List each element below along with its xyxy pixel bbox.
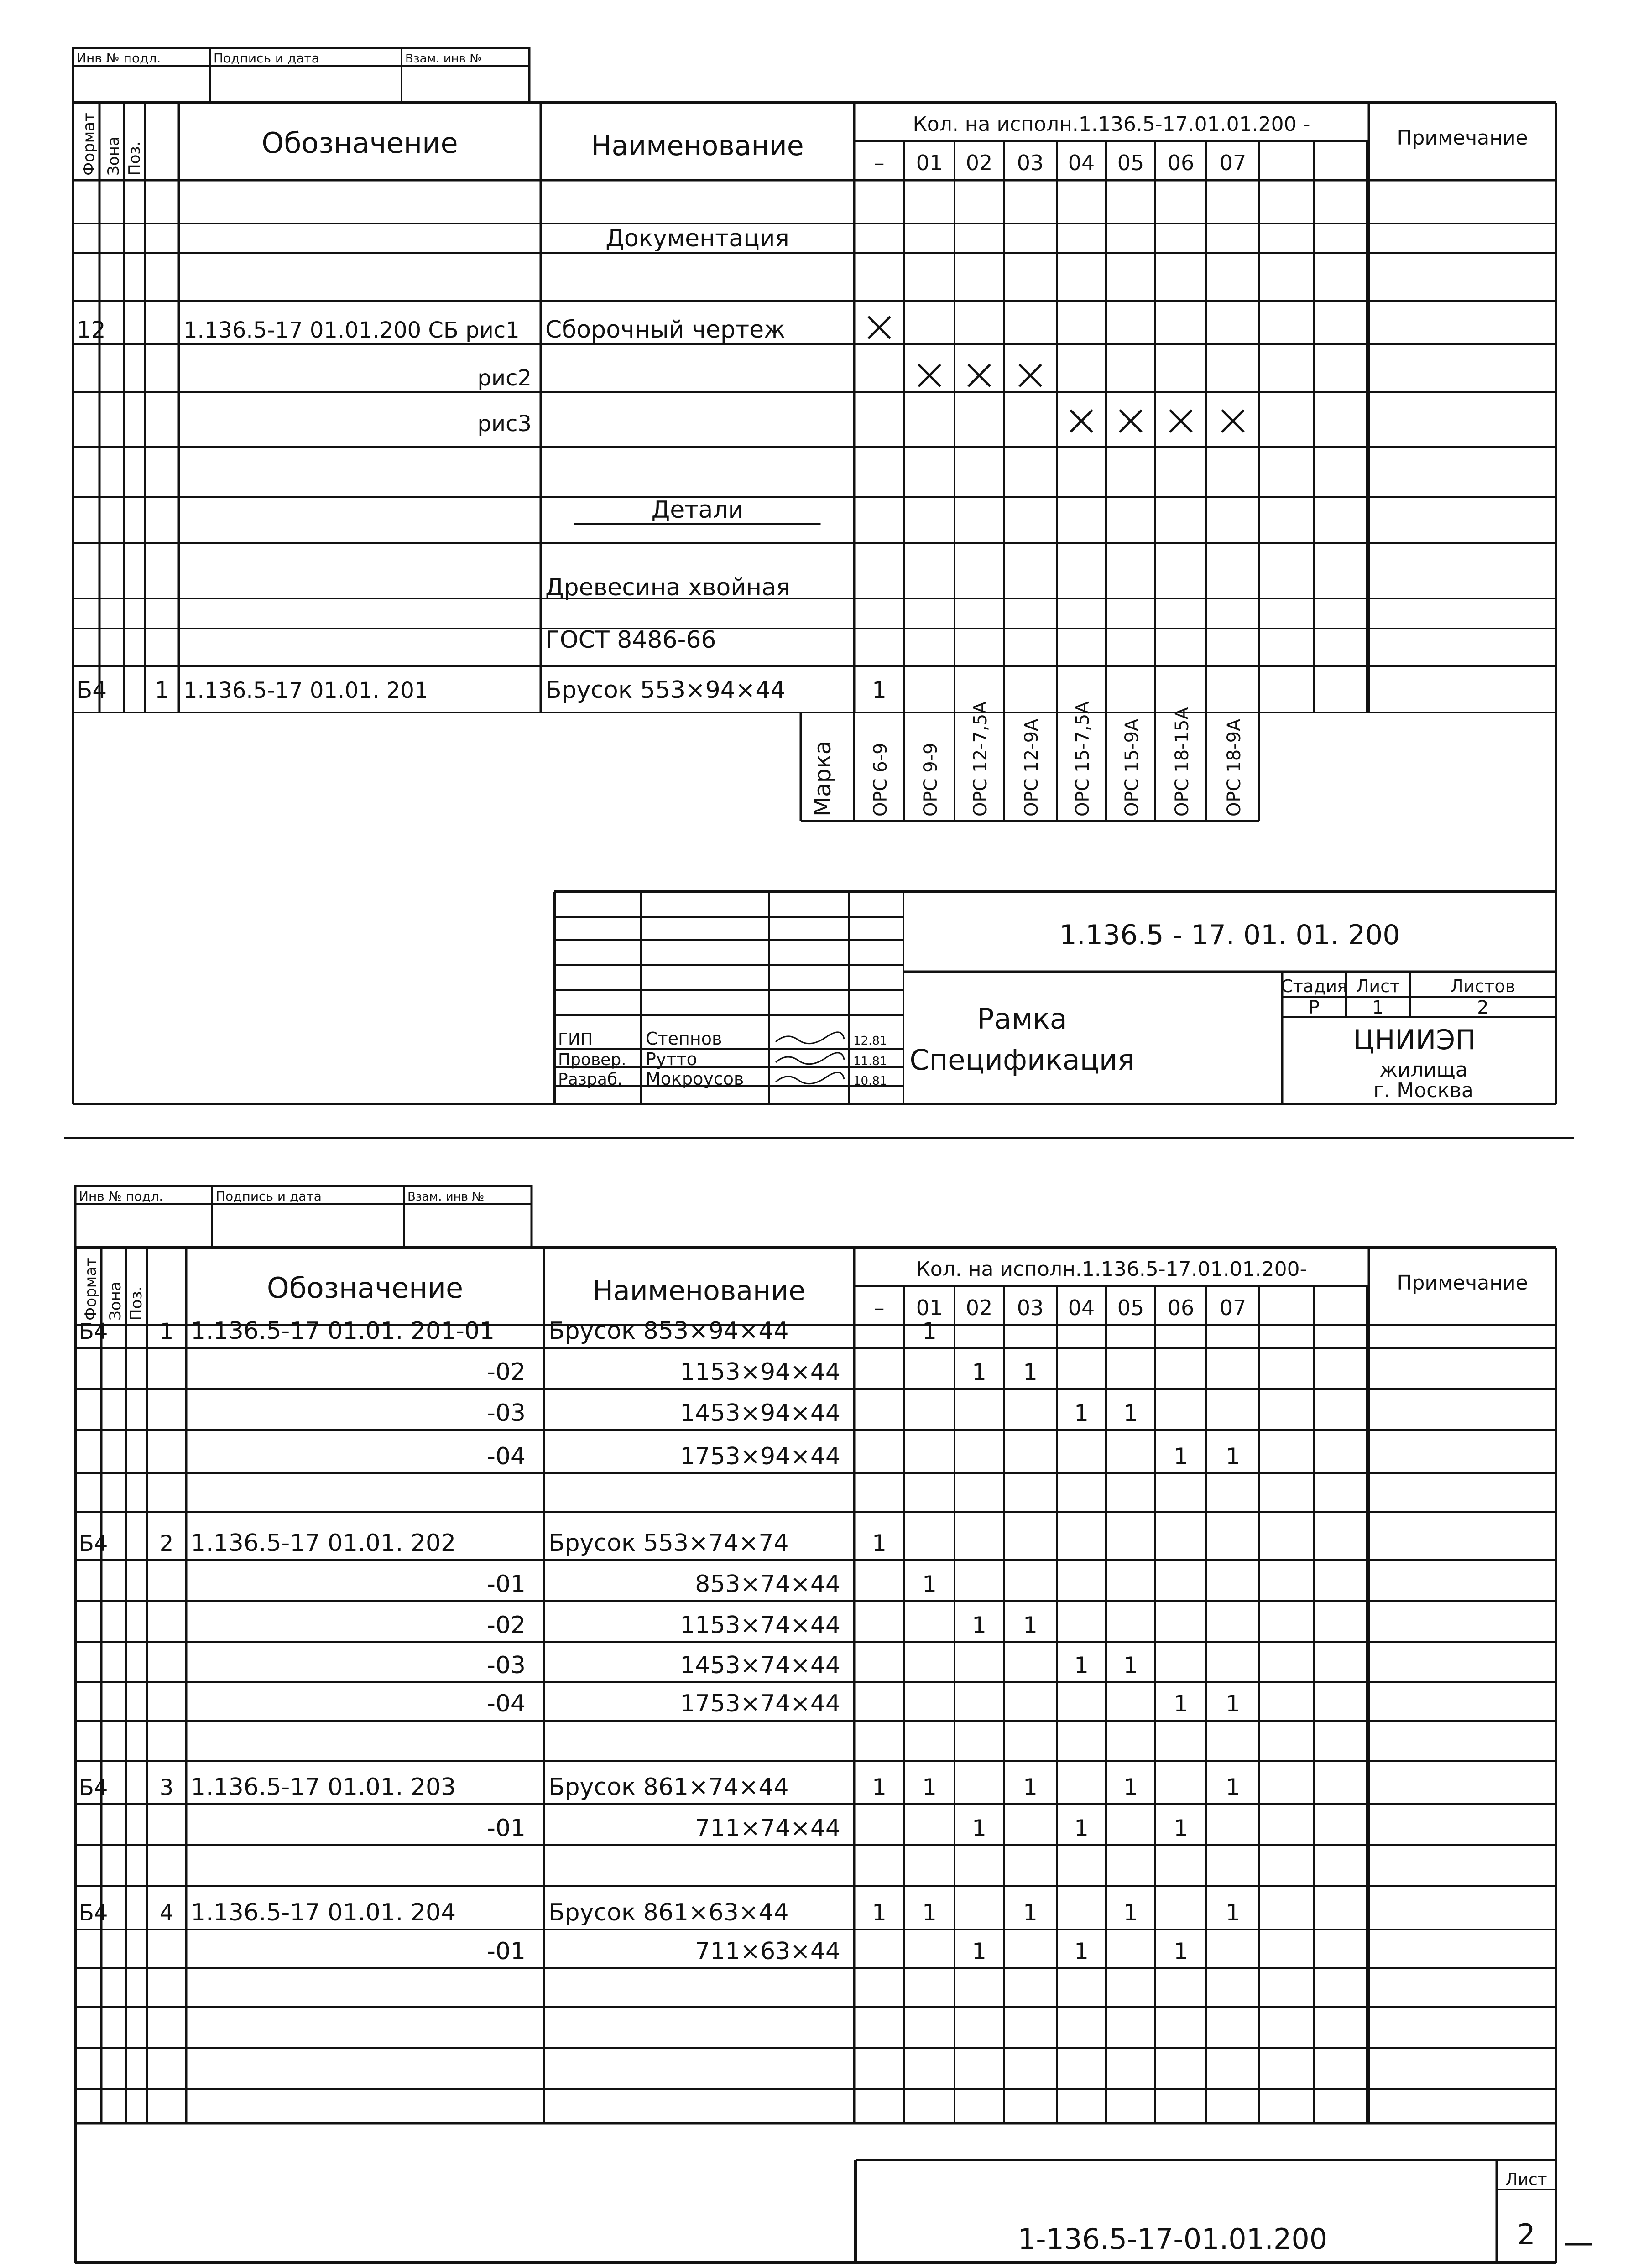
cross-mark (1070, 410, 1092, 432)
header-kol-ispoln: Кол. на исполн.1.136.5-17.01.01.200- (916, 1258, 1307, 1281)
qty-value: 1 (1123, 1400, 1138, 1426)
stamp-vzam-label: Взам. инв № (405, 52, 482, 66)
variant-header: 03 (1017, 1295, 1044, 1320)
header-primechanie: Примечание (1397, 1271, 1528, 1295)
header-naimenovanie: Наименование (592, 1275, 806, 1307)
header-oboznachenie: Обозначение (261, 126, 458, 160)
row-naimenovanie: 1453×74×44 (680, 1652, 840, 1679)
marka-value: ОРС 18-9А (1224, 718, 1245, 817)
qty-value: 1 (1023, 1774, 1038, 1800)
marka-value: ОРС 9-9 (920, 743, 941, 817)
variant-header: 05 (1117, 1295, 1144, 1320)
qty-value: 1 (1226, 1774, 1240, 1800)
cross-mark (1222, 410, 1244, 432)
qty-value: 1 (972, 1938, 986, 1965)
stamp-vzam-label: Взам. инв № (407, 1190, 485, 1204)
qty-value: 1 (1023, 1612, 1038, 1639)
variant-header: 06 (1167, 151, 1195, 175)
row-oboznachenie: -02 (487, 1358, 526, 1386)
qty-value: 1 (922, 1774, 937, 1800)
sheet-label: Лист (1356, 976, 1400, 996)
row-naimenovanie: 1753×94×44 (680, 1443, 840, 1470)
footer-document-code: 1-136.5-17-01.01.200 (1018, 2222, 1328, 2256)
qty-value: 1 (972, 1815, 986, 1841)
stage-label: Стадия (1281, 976, 1347, 996)
marka-value: ОРС 12-9А (1021, 718, 1042, 817)
row-naimenovanie: Сборочный чертеж (545, 316, 785, 343)
header-zone: Зона (106, 1281, 125, 1321)
row-format: 12 (77, 317, 106, 343)
row-pos: 2 (159, 1531, 174, 1556)
header-format: Формат (82, 1258, 100, 1321)
qty-value: 1 (1123, 1652, 1138, 1679)
marka-value: ОРС 15-9А (1122, 718, 1143, 817)
row-oboznachenie: -04 (487, 1690, 526, 1717)
qty-value: 1 (922, 1899, 937, 1926)
sheet-2 (75, 1186, 1592, 2263)
marka-value: ОРС 18-15А (1172, 707, 1193, 817)
sheet-value: 1 (1372, 997, 1384, 1018)
row-oboznachenie: -03 (487, 1399, 526, 1427)
row-oboznachenie: -04 (487, 1443, 526, 1470)
row-oboznachenie: рис2 (477, 365, 532, 391)
marka-value: ОРС 15-7,5А (1072, 701, 1093, 817)
row-naimenovanie: 1453×94×44 (680, 1399, 840, 1427)
signature (776, 1053, 844, 1064)
variant-header: 02 (965, 151, 993, 175)
variant-header: 01 (916, 151, 943, 175)
stamp-inv-label: Инв № подл. (79, 1189, 163, 1204)
row-naimenovanie: Брусок 861×74×44 (548, 1774, 789, 1801)
row-naimenovanie: Детали (651, 496, 744, 524)
document-code: 1.136.5 - 17. 01. 01. 200 (1059, 919, 1400, 951)
qty-value: 1 (1226, 1443, 1240, 1470)
role-date: 11.81 (853, 1055, 887, 1068)
qty-value: 1 (1174, 1815, 1188, 1841)
row-format: Б4 (77, 677, 107, 703)
stamp-inv-label: Инв № подл. (77, 51, 161, 66)
variant-header: 02 (965, 1295, 993, 1320)
row-naimenovanie: 1753×74×44 (680, 1690, 840, 1717)
row-oboznachenie: -01 (487, 1938, 526, 1965)
variant-header: 03 (1017, 151, 1044, 175)
stage-value: Р (1308, 997, 1320, 1018)
row-oboznachenie: -02 (487, 1612, 526, 1639)
row-naimenovanie: Брусок 853×94×44 (548, 1317, 789, 1345)
qty-value: 1 (1023, 1359, 1038, 1385)
sheets-label: Листов (1451, 976, 1515, 996)
qty-value: 1 (1074, 1938, 1089, 1965)
row-oboznachenie: 1.136.5-17 01.01. 204 (191, 1899, 456, 1926)
row-naimenovanie: Брусок 553×74×74 (548, 1529, 789, 1557)
qty-value: 1 (972, 1612, 986, 1639)
qty-value: 1 (1123, 1899, 1138, 1926)
qty-value: 1 (872, 1899, 887, 1926)
row-pos: 4 (159, 1900, 174, 1926)
signature (776, 1072, 844, 1084)
sheets-value: 2 (1477, 997, 1489, 1018)
variant-header: 07 (1219, 1295, 1247, 1320)
stamp-sign-label: Подпись и дата (214, 51, 319, 66)
marka-label: Марка (809, 740, 836, 817)
variant-header: 04 (1068, 151, 1095, 175)
row-oboznachenie: 1.136.5-17 01.01. 203 (191, 1774, 456, 1801)
row-naimenovanie: Брусок 861×63×44 (548, 1899, 789, 1926)
row-pos: 3 (159, 1775, 174, 1800)
row-naimenovanie: 711×74×44 (695, 1815, 840, 1842)
row-naimenovanie: Древесина хвойная (545, 574, 791, 601)
row-oboznachenie: рис3 (477, 411, 532, 437)
header-format: Формат (80, 113, 98, 176)
variant-header: 06 (1167, 1295, 1195, 1320)
qty-value: 1 (1226, 1899, 1240, 1926)
qty-value: 1 (1174, 1443, 1188, 1470)
row-naimenovanie: 711×63×44 (695, 1938, 840, 1965)
qty-value: 1 (922, 1571, 937, 1597)
row-oboznachenie: -03 (487, 1652, 526, 1679)
org-city: г. Москва (1373, 1079, 1474, 1102)
variant-header: 05 (1117, 151, 1144, 175)
role-date: 12.81 (853, 1034, 887, 1048)
row-format: Б4 (79, 1775, 108, 1800)
qty-value: 1 (872, 1774, 887, 1800)
signature (776, 1032, 844, 1044)
header-oboznachenie: Обозначение (266, 1271, 464, 1305)
role-label: Провер. (558, 1051, 626, 1069)
variant-header: 01 (916, 1295, 943, 1320)
role-label: ГИП (558, 1030, 593, 1049)
header-pos: Поз. (127, 1286, 146, 1321)
row-pos: 1 (159, 1319, 174, 1344)
qty-value: 1 (1023, 1899, 1038, 1926)
qty-value: 1 (872, 677, 887, 703)
variant-header: 04 (1068, 1295, 1095, 1320)
qty-value: 1 (1226, 1691, 1240, 1717)
qty-value: 1 (1123, 1774, 1138, 1800)
row-oboznachenie: 1.136.5-17 01.01. 201-01 (191, 1317, 495, 1345)
cross-mark (1019, 364, 1041, 386)
qty-value: 1 (1074, 1400, 1089, 1426)
row-naimenovanie: 1153×94×44 (680, 1358, 840, 1386)
qty-value: 1 (1174, 1691, 1188, 1717)
cross-mark (968, 364, 990, 386)
header-primechanie: Примечание (1397, 126, 1528, 150)
org-subtitle: жилища (1379, 1058, 1468, 1082)
header-naimenovanie: Наименование (591, 130, 804, 162)
role-date: 10.81 (853, 1074, 887, 1088)
variant-header: – (874, 151, 885, 175)
cross-mark (868, 317, 890, 338)
role-name: Мокроусов (646, 1069, 744, 1089)
row-oboznachenie: -01 (487, 1815, 526, 1842)
qty-value: 1 (922, 1318, 937, 1344)
role-name: Степнов (646, 1029, 722, 1049)
qty-value: 1 (1074, 1652, 1089, 1679)
row-naimenovanie: Документация (605, 225, 789, 252)
row-naimenovanie: ГОСТ 8486-66 (545, 626, 716, 654)
title-line-1: Рамка (977, 1002, 1067, 1035)
marka-value: ОРС 12-7,5А (970, 701, 991, 817)
variant-header: 07 (1219, 151, 1247, 175)
stamp-sign-label: Подпись и дата (216, 1189, 322, 1204)
sheet-1 (73, 48, 1556, 1104)
cross-mark (1170, 410, 1192, 432)
header-pos: Поз. (125, 141, 144, 176)
row-oboznachenie: 1.136.5-17 01.01. 202 (191, 1529, 456, 1557)
qty-value: 1 (872, 1530, 887, 1556)
header-kol-ispoln: Кол. на исполн.1.136.5-17.01.01.200 - (913, 113, 1310, 136)
row-naimenovanie: 1153×74×44 (680, 1612, 840, 1639)
footer-sheet-number: 2 (1517, 2218, 1535, 2251)
row-format: Б4 (79, 1319, 108, 1344)
row-oboznachenie: -01 (487, 1571, 526, 1598)
cross-mark (918, 364, 940, 386)
header-zone: Зона (104, 136, 123, 176)
footer-sheet-label: Лист (1505, 2170, 1547, 2189)
org-name: ЦНИИЭП (1353, 1024, 1476, 1056)
role-name: Рутто (646, 1049, 697, 1069)
row-naimenovanie: Брусок 553×94×44 (545, 676, 786, 704)
row-pos: 1 (155, 677, 169, 703)
qty-value: 1 (1074, 1815, 1089, 1841)
role-label: Разраб. (558, 1070, 623, 1089)
qty-value: 1 (1174, 1938, 1188, 1965)
row-format: Б4 (79, 1531, 108, 1556)
row-oboznachenie: 1.136.5-17 01.01.200 СБ рис1 (183, 317, 520, 343)
title-line-2: Спецификация (909, 1043, 1135, 1077)
variant-header: – (874, 1295, 885, 1320)
row-format: Б4 (79, 1900, 108, 1926)
row-naimenovanie: 853×74×44 (695, 1571, 840, 1598)
qty-value: 1 (972, 1359, 986, 1385)
row-oboznachenie: 1.136.5-17 01.01. 201 (183, 678, 428, 703)
cross-mark (1120, 410, 1142, 432)
marka-value: ОРС 6-9 (870, 743, 891, 817)
